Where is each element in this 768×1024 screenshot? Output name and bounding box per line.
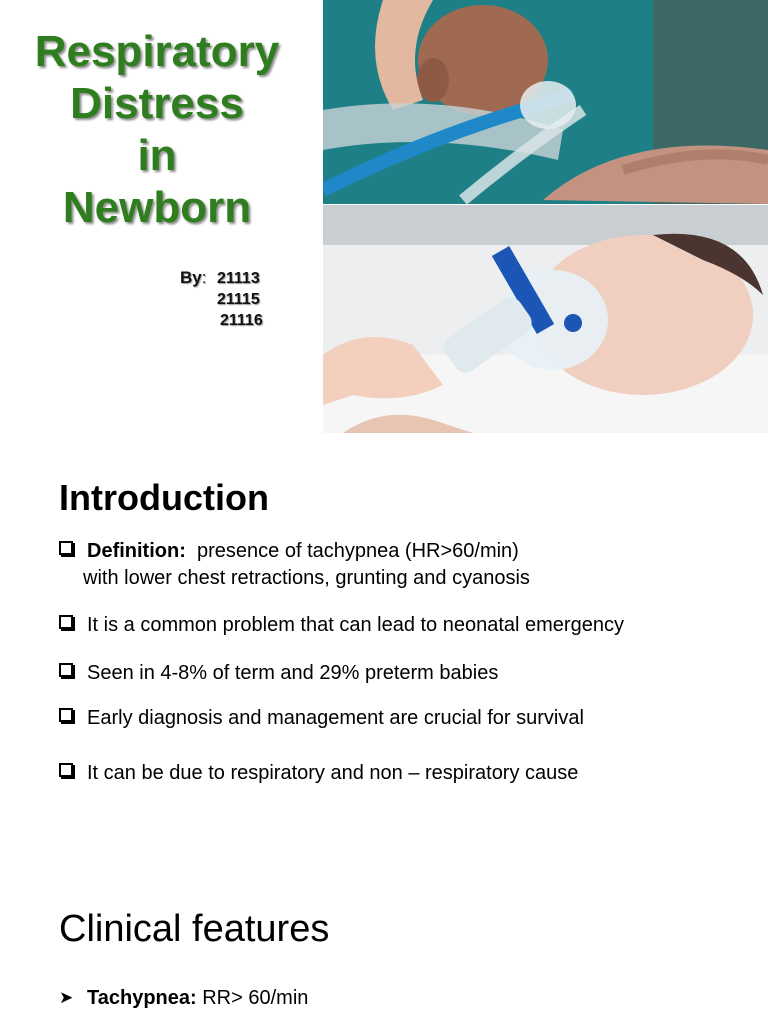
author-ids (217, 268, 263, 331)
intro-point: It is a common problem that can lead to neonatal emergency (59, 612, 624, 639)
definition-label: Definition: (87, 540, 186, 562)
title-line-1: Respiratory (34, 27, 280, 76)
author-id: 21113 (217, 270, 260, 287)
title-line-2: Distress (70, 79, 244, 128)
tachypnea-text: RR> 60/min (202, 987, 309, 1009)
baby-ventilator-photo (323, 0, 768, 204)
checkbox-bullet-icon (59, 708, 73, 722)
baby-mask-illustration (323, 205, 768, 433)
arrow-bullet-icon: ➤ (59, 988, 74, 1007)
intro-point: It can be due to respiratory and non – respiratory cause (59, 760, 578, 787)
author-id: 21116 (220, 312, 263, 329)
title-line-4: Newborn (62, 183, 252, 232)
definition-text: presence of tachypnea (HR>60/min) (197, 540, 519, 562)
introduction-heading: Introduction (59, 477, 269, 518)
baby-oxygen-mask-photo (323, 205, 768, 433)
intro-point: Early diagnosis and management are crucial for survival (59, 705, 584, 732)
by-label: By: (180, 268, 207, 287)
checkbox-bullet-icon (59, 615, 73, 629)
author-id: 21115 (217, 291, 260, 308)
tachypnea-label: Tachypnea: (87, 987, 197, 1009)
definition-bullet (59, 538, 519, 565)
checkbox-bullet-icon (59, 763, 73, 777)
baby-ventilator-illustration (323, 0, 768, 204)
title-line-3: in (137, 131, 177, 180)
checkbox-bullet-icon (59, 541, 73, 555)
intro-point: Seen in 4-8% of term and 29% preterm babies (59, 660, 498, 687)
checkbox-bullet-icon (59, 663, 73, 677)
definition-text-continued: with lower chest retractions, grunting and cyanosis (83, 567, 530, 589)
clinical-features-heading: Clinical features (59, 908, 330, 950)
slide-title (0, 26, 314, 234)
clinical-point (59, 984, 308, 1012)
